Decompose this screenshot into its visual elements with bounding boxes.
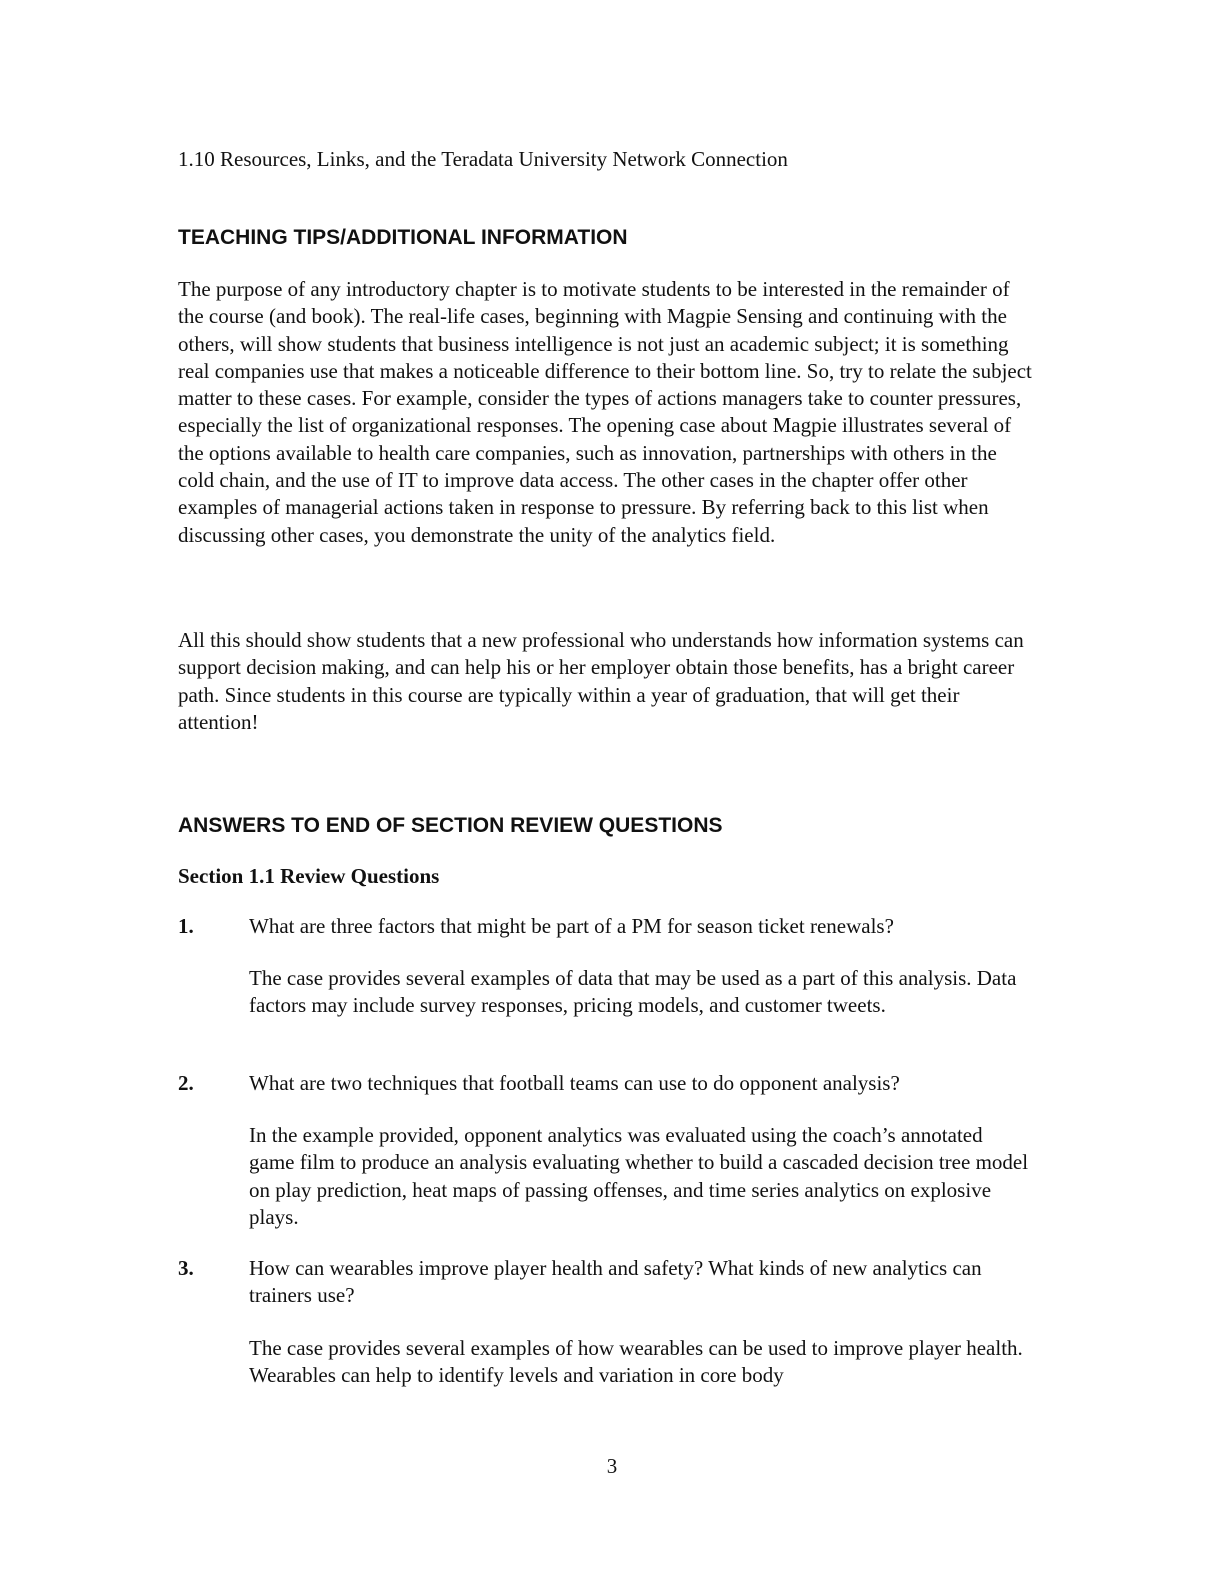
answer-text: In the example provided, opponent analytics was evaluated using the coach’s annotated game film to produce an analysis evaluating whether to build a cascaded decision tree model on play prediction, heat maps of passing offenses, and time series analytics on explosive plays. <box>249 1123 1029 1229</box>
page-number: 3 <box>606 1454 618 1478</box>
teaching-paragraph: All this should show students that a new professional who understands how information systems can support decision making, and can help his or her employer obtain those benefits, has a bright career path. Since students in this course are typically within a year of graduation, that will get their attention! <box>178 628 1024 734</box>
section-title: Section 1.1 Review Questions <box>178 864 440 888</box>
teaching-tips-heading: TEACHING TIPS/ADDITIONAL INFORMATION <box>178 226 628 249</box>
answers-heading: ANSWERS TO END OF SECTION REVIEW QUESTIONS <box>178 814 723 837</box>
question-number: 3. <box>178 1256 194 1280</box>
answer-text: The case provides several examples of how wearables can be used to improve player health. Wearables can help to identify levels and variation in core body <box>249 1336 1023 1388</box>
question-text: How can wearables improve player health and safety? What kinds of new analytics can trainers use? <box>249 1256 982 1308</box>
teaching-paragraph: The purpose of any introductory chapter is to motivate students to be interested in the remainder of the course (and book). The real-life cases, beginning with Magpie Sensing and continuing with the others, will show students that business intelligence is not just an academic subject; it is something real companies use that makes a noticeable difference to their bottom line. So, try to relate the subject matter to these cases. For example, consider the types of actions managers take to counter pressures, especially the list of organizational responses. The opening case about Magpie illustrates several of the options available to health care companies, such as innovation, partnerships with others in the cold chain, and the use of IT to improve data access. The other cases in the chapter offer other examples of managerial actions taken in response to pressure. By referring back to this list when discussing other cases, you demonstrate the unity of the analytics field. <box>178 277 1032 547</box>
toc-line: 1.10 Resources, Links, and the Teradata University Network Connection <box>178 147 788 171</box>
answer-text: The case provides several examples of data that may be used as a part of this analysis. Data factors may include survey responses, pricing models, and customer tweets. <box>249 966 1017 1018</box>
question-text: What are two techniques that football teams can use to do opponent analysis? <box>249 1071 900 1095</box>
question-number: 1. <box>178 914 194 938</box>
question-number: 2. <box>178 1071 194 1095</box>
question-text: What are three factors that might be part of a PM for season ticket renewals? <box>249 914 894 938</box>
